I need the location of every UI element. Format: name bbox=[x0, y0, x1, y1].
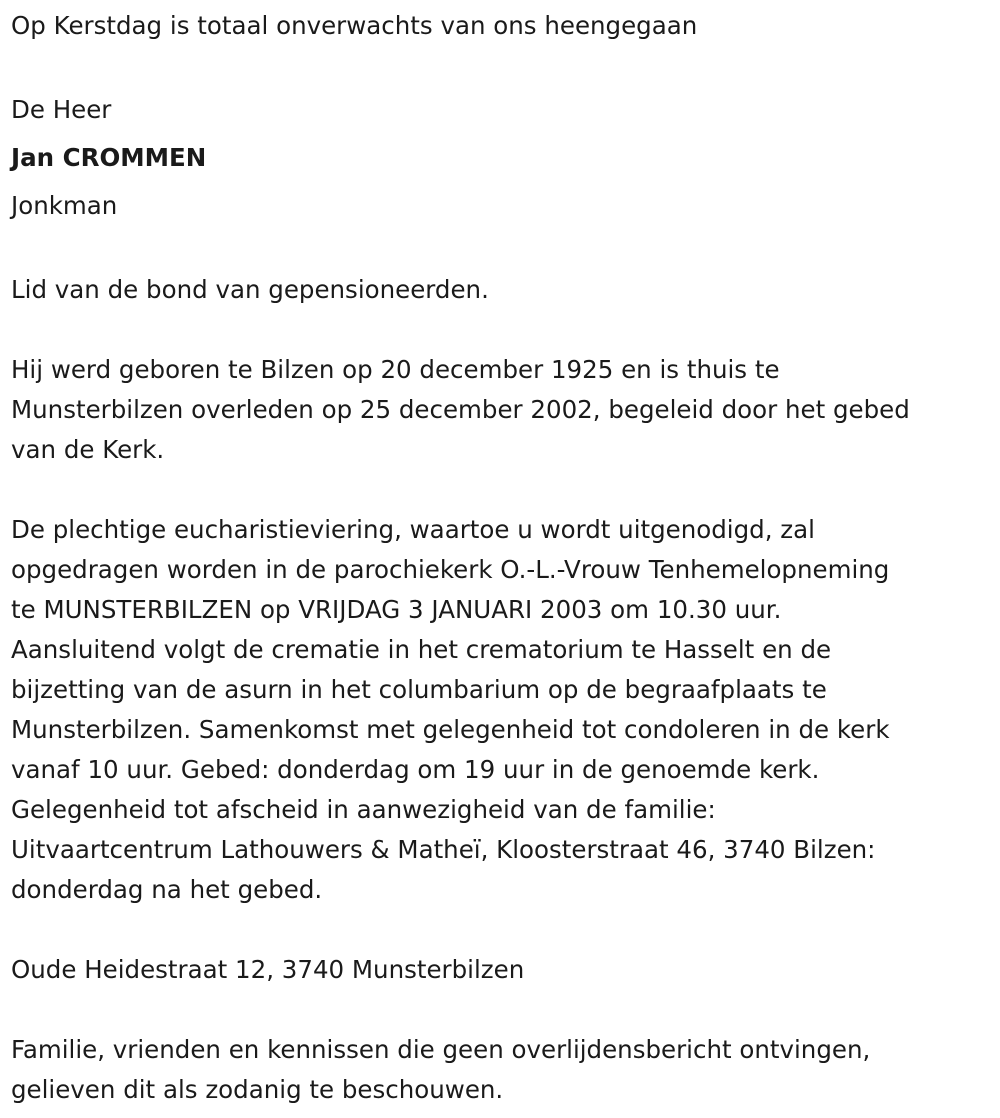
paragraph-line: Familie, vrienden en kennissen die geen overlijdensbericht ontvingen, bbox=[11, 1035, 871, 1064]
spacer bbox=[11, 990, 991, 1030]
paragraph-line: Uitvaartcentrum Lathouwers & Matheï, Kloosterstraat 46, 3740 Bilzen: bbox=[11, 835, 876, 864]
paragraph-line: gelieven dit als zodanig te beschouwen. bbox=[11, 1075, 504, 1104]
paragraph-line: Munsterbilzen overleden op 25 december 2002, begeleid door het gebed bbox=[11, 395, 910, 424]
paragraph-line: opgedragen worden in de parochiekerk O.-L.-Vrouw Tenhemelopneming bbox=[11, 555, 890, 584]
deceased-name: Jan CROMMEN bbox=[11, 143, 207, 172]
title-prefix: De Heer bbox=[11, 95, 112, 124]
paragraph-line: Aansluitend volgt de crematie in het crematorium te Hasselt en de bbox=[11, 635, 832, 664]
paragraph-line: van de Kerk. bbox=[11, 435, 165, 464]
closing-paragraph bbox=[11, 1030, 991, 1110]
paragraph-line: Hij werd geboren te Bilzen op 20 december 1925 en is thuis te bbox=[11, 355, 780, 384]
spacer bbox=[11, 910, 991, 950]
paragraph-line: te MUNSTERBILZEN op VRIJDAG 3 JANUARI 2003 om 10.30 uur. bbox=[11, 595, 782, 624]
paragraph-line: donderdag na het gebed. bbox=[11, 875, 323, 904]
paragraph-line: bijzetting van de asurn in het columbarium op de begraafplaats te bbox=[11, 675, 827, 704]
spacer bbox=[11, 310, 991, 350]
spacer bbox=[11, 470, 991, 510]
paragraph-line: Gelegenheid tot afscheid in aanwezigheid van de familie: bbox=[11, 795, 716, 824]
obituary-document bbox=[11, 6, 991, 1110]
paragraph-line: De plechtige eucharistieviering, waartoe u wordt uitgenodigd, zal bbox=[11, 515, 815, 544]
home-address: Oude Heidestraat 12, 3740 Munsterbilzen bbox=[11, 955, 525, 984]
intro-text: Op Kerstdag is totaal onverwachts van ons heengegaan bbox=[11, 11, 698, 40]
membership-text: Lid van de bond van gepensioneerden. bbox=[11, 275, 489, 304]
marital-status: Jonkman bbox=[11, 191, 118, 220]
spacer bbox=[11, 230, 991, 270]
paragraph-line: vanaf 10 uur. Gebed: donderdag om 19 uur in de genoemde kerk. bbox=[11, 755, 820, 784]
spacer bbox=[11, 46, 991, 86]
paragraph-line: Munsterbilzen. Samenkomst met gelegenheid tot condoleren in de kerk bbox=[11, 715, 890, 744]
birth-death-paragraph bbox=[11, 350, 991, 470]
ceremony-paragraph bbox=[11, 510, 991, 910]
